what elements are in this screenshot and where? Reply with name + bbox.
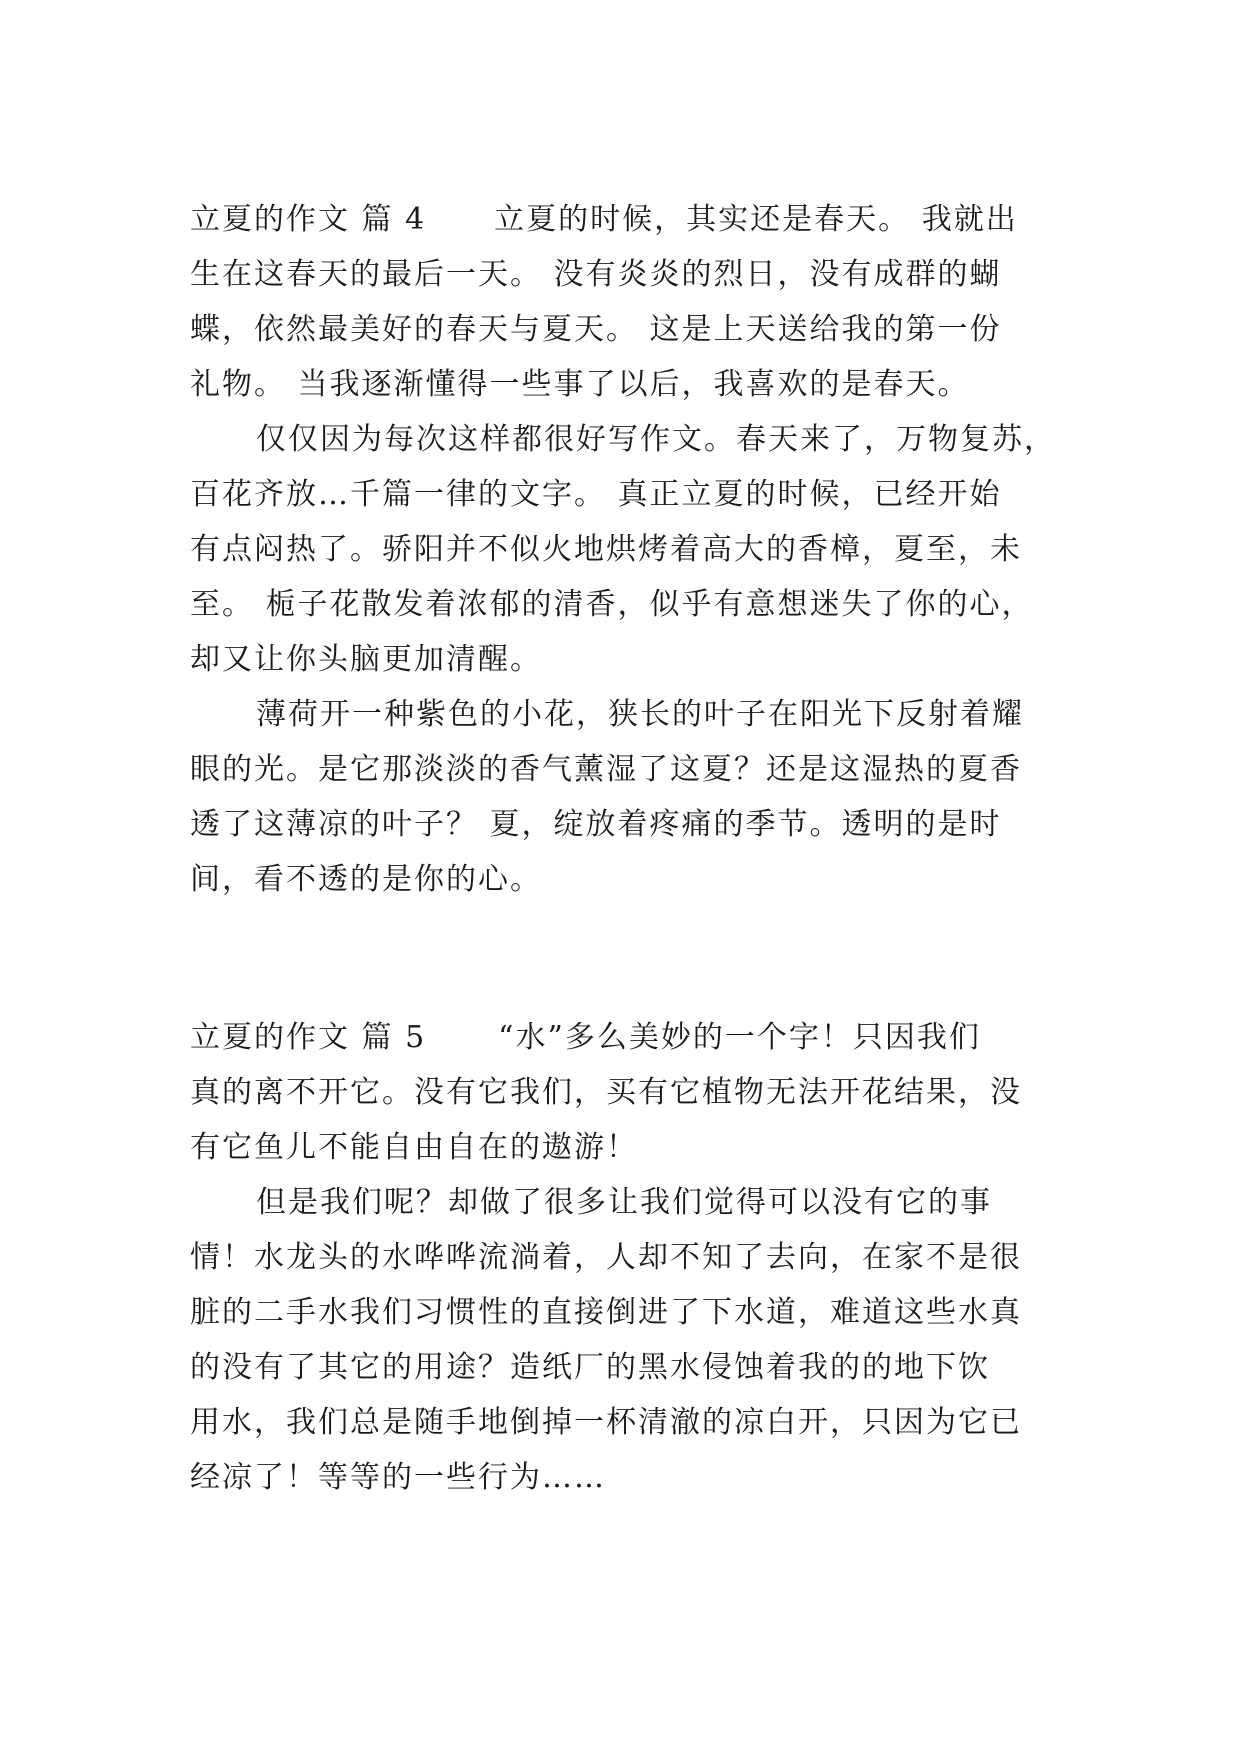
essay-5-line-7: 的没有了其它的用途？造纸厂的黑水侵蚀着我的的地下饮 (190, 1350, 990, 1385)
essay-4-line-9: 却又让你头脑更加清醒。 (190, 642, 542, 677)
essay-4-line-6: 百花齐放…千篇一律的文字。 真正立夏的时候，已经开始 (190, 477, 1002, 512)
essay-4-line-4: 礼物。 当我逐渐懂得一些事了以后，我喜欢的是春天。 (190, 367, 970, 402)
essay-4-line-11: 眼的光。是它那淡淡的香气薰湿了这夏？还是这湿热的夏香 (190, 752, 1022, 787)
essay-4-line-2: 生在这春天的最后一天。 没有炎炎的烈日，没有成群的蝴 (190, 257, 1002, 292)
essay-5-line-8: 用水，我们总是随手地倒掉一杯清澈的凉白开，只因为它已 (190, 1405, 1022, 1440)
essay-5-line-4: 但是我们呢？却做了很多让我们觉得可以没有它的事 (256, 1185, 992, 1220)
essay-4-line-7: 有点闷热了。骄阳并不似火地烘烤着高大的香樟，夏至，未 (190, 532, 1022, 567)
essay-4-line-8: 至。 栀子花散发着浓郁的清香，似乎有意想迷失了你的心， (190, 587, 1034, 622)
essay-5-line-6: 脏的二手水我们习惯性的直接倒进了下水道，难道这些水真 (190, 1295, 1022, 1330)
essay-4-line-10: 薄荷开一种紫色的小花，狭长的叶子在阳光下反射着耀 (256, 697, 1024, 732)
essay-4-heading: 立夏的作文 篇 4 (190, 202, 427, 237)
essay-5-heading: 立夏的作文 篇 5 (190, 1020, 427, 1055)
essay-4-text: 立夏的时候，其实还是春天。 我就出 (494, 202, 1018, 237)
essay-4-line-3: 蝶，依然最美好的春天与夏天。 这是上天送给我的第一份 (190, 312, 1002, 347)
essay-4-line-1 (190, 200, 1018, 240)
essay-5-line-2: 真的离不开它。没有它我们，买有它植物无法开花结果，没 (190, 1075, 1022, 1110)
essay-5-line-5: 情！水龙头的水哗哗流淌着，人却不知了去向，在家不是很 (190, 1240, 1022, 1275)
essay-5-line-9: 经凉了！等等的一些行为…… (190, 1460, 606, 1495)
essay-4-line-13: 间，看不透的是你的心。 (190, 862, 542, 897)
essay-5-text: “水”多么美妙的一个字！只因我们 (498, 1020, 981, 1055)
essay-4-line-12: 透了这薄凉的叶子？ 夏，绽放着疼痛的季节。透明的是时 (190, 807, 1002, 842)
essay-5-line-3: 有它鱼儿不能自由自在的遨游！ (190, 1130, 638, 1165)
essay-4-line-5: 仅仅因为每次这样都很好写作文。春天来了，万物复苏， (256, 422, 1056, 457)
essay-5-line-1 (190, 1018, 981, 1058)
